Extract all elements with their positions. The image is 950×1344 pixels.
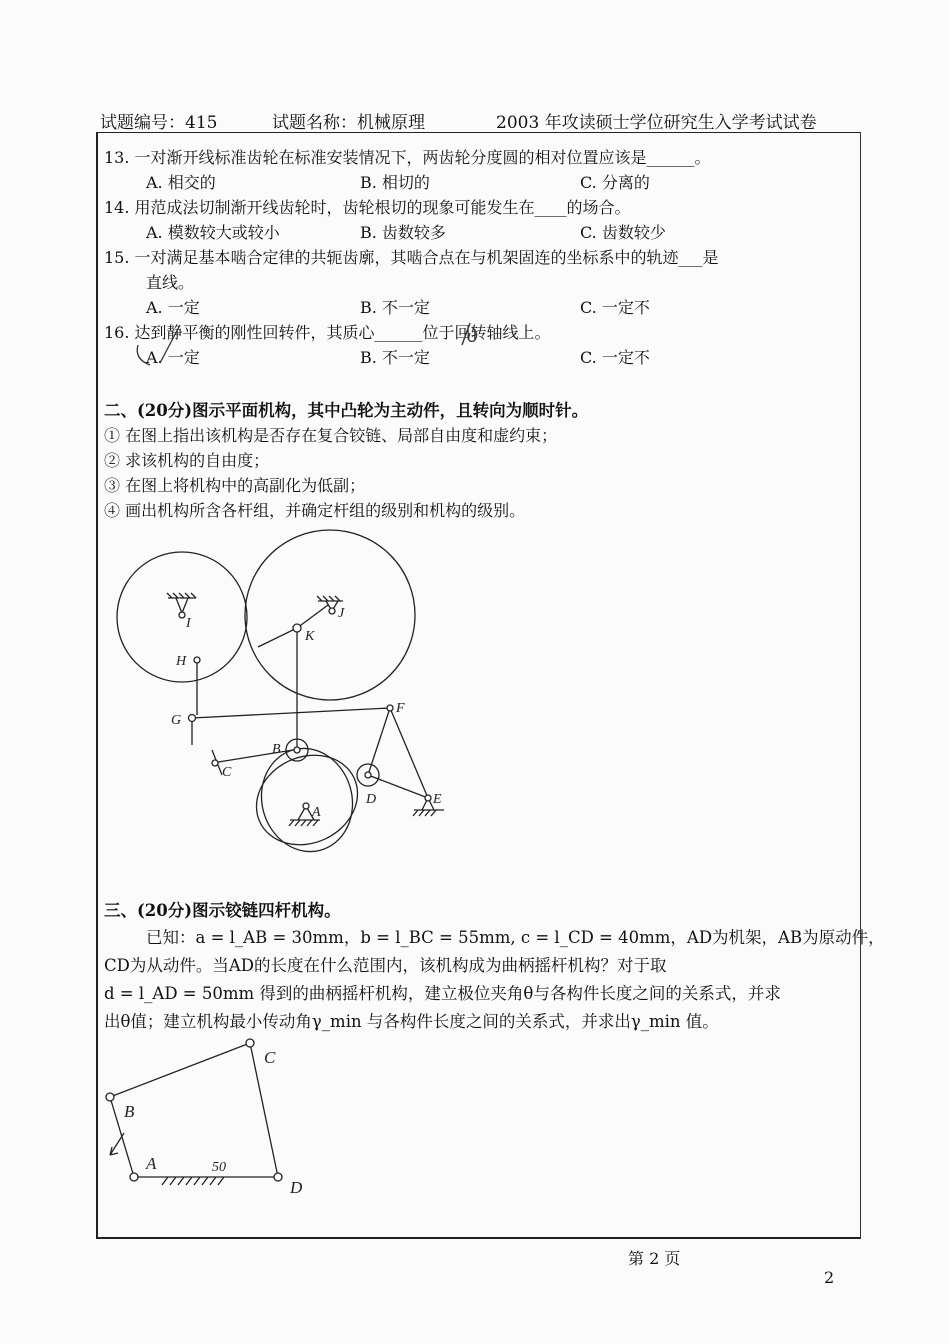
option-c: C. 齿数较少: [580, 223, 666, 242]
page-number: 第 2 页: [628, 1249, 681, 1268]
option-b: B. 不一定: [360, 298, 430, 317]
handwritten-note: 50: [212, 1160, 226, 1175]
option-a: A. 模数较大或较小: [146, 223, 280, 242]
label-D: D: [290, 1178, 303, 1197]
question-text: 16. 达到静平衡的刚性回转件，其质心______位于回转轴线上。: [104, 323, 551, 342]
option-b: B. 齿数较多: [360, 223, 446, 242]
section-2-item: ④ 画出机构所含各杆组，并确定杆组的级别和机构的级别。: [104, 501, 526, 520]
option-a: A. 一定: [146, 348, 200, 367]
question-text: 14. 用范成法切制渐开线齿轮时，齿轮根切的现象可能发生在____的场合。: [104, 198, 631, 217]
corner-number: 2: [824, 1268, 835, 1287]
label-B: B: [124, 1102, 135, 1121]
section-2-item: ③ 在图上将机构中的高副化为低副；: [104, 476, 366, 495]
section-3-line: 已知：a = l_AB = 30mm，b = l_BC = 55mm, c = l_CD = 40mm，AD为机架，AB为原动件，: [146, 928, 885, 947]
label-C: C: [222, 765, 232, 780]
option-a: A. 一定: [146, 298, 200, 317]
exam-name: 试题名称：机械原理: [272, 113, 425, 133]
question-text: 15. 一对满足基本啮合定律的共轭齿廓，其啮合点在与机架固连的坐标系中的轨迹___是: [104, 248, 719, 267]
label-D: D: [366, 792, 377, 807]
label-A: A: [312, 805, 321, 820]
label-J: J: [338, 606, 345, 621]
option-c: C. 分离的: [580, 173, 650, 192]
label-G: G: [171, 713, 182, 728]
mechanism-figure: [100, 535, 440, 865]
label-B: B: [272, 742, 281, 757]
option-b: B. 不一定: [360, 348, 430, 367]
label-E: E: [433, 792, 442, 807]
label-A: A: [146, 1154, 157, 1173]
question-text-cont: 直线。: [146, 273, 195, 292]
label-K: K: [305, 629, 315, 644]
option-c: C. 一定不: [580, 348, 650, 367]
gear-J: [245, 530, 415, 700]
section-3-line: CD为从动件。当AD的长度在什么范围内，该机构成为曲柄摇杆机构？对于取: [104, 956, 667, 975]
handwritten-marks: [130, 315, 490, 370]
exam-title: 2003 年攻读硕士学位研究生入学考试试卷: [496, 113, 817, 133]
label-C: C: [264, 1048, 276, 1067]
option-c: C. 一定不: [580, 298, 650, 317]
option-b: B. 相切的: [360, 173, 430, 192]
section-2-item: ② 求该机构的自由度；: [104, 451, 270, 470]
section-3-line: 出θ值；建立机构最小传动角γ_min 与各构件长度之间的关系式，并求出γ_min 值。: [104, 1012, 719, 1031]
label-F: F: [396, 701, 405, 716]
section-2-item: ① 在图上指出该机构是否存在复合铰链、局部自由度和虚约束；: [104, 426, 558, 445]
exam-code: 试题编号：415: [100, 113, 218, 133]
section-3-line: d = l_AD = 50mm 得到的曲柄摇杆机构，建立极位夹角θ与各构件长度之间的关系式，并求: [104, 984, 781, 1003]
question-text: 13. 一对渐开线标准齿轮在标准安装情况下，两齿轮分度圆的相对位置应该是______。: [104, 148, 711, 167]
label-I: I: [186, 616, 191, 631]
option-a: A. 相交的: [146, 173, 216, 192]
four-bar-figure: [100, 1035, 330, 1205]
label-H: H: [176, 654, 187, 669]
section-2-title: 二、(20分)图示平面机构，其中凸轮为主动件，且转向为顺时针。: [104, 401, 589, 420]
section-3-title: 三、(20分)图示铰链四杆机构。: [104, 901, 341, 920]
